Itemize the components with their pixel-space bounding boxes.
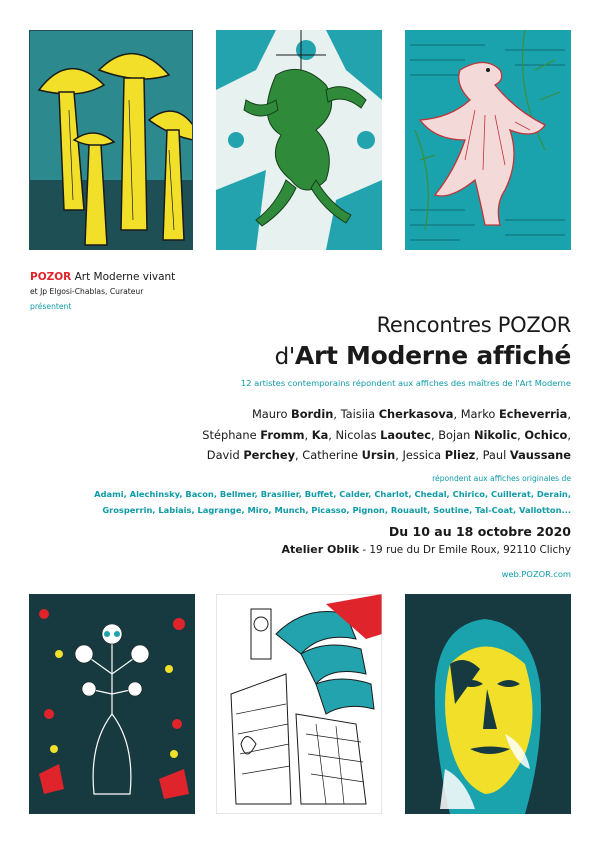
artwork-flower-vase xyxy=(29,594,195,814)
masters-line-1: Adami, Alechinsky, Bacon, Bellmer, Brasilier, Buffet, Calder, Charlot, Chedal, Chirico, Cuillerat, Derain, xyxy=(94,489,571,499)
artist-last: Cherkasova xyxy=(378,407,454,421)
artist-first: Bojan xyxy=(438,427,471,442)
title-line2 xyxy=(275,341,571,370)
artist-last: Pliez xyxy=(444,448,476,462)
artist-first: Mauro xyxy=(251,407,288,421)
artist-first: David xyxy=(206,448,240,462)
artist-first: Marko xyxy=(460,407,496,421)
title-prefix: d' xyxy=(274,344,295,370)
title-bold: Art Moderne affiché xyxy=(294,341,571,370)
artwork-mushrooms xyxy=(29,30,193,250)
artist-first: Paul xyxy=(482,448,507,462)
artist-last: Ursin xyxy=(361,448,396,462)
artist-last: Fromm xyxy=(260,427,305,442)
event-dates: Du 10 au 18 octobre 2020 xyxy=(388,524,571,539)
organizer-brand-suffix: Art Moderne vivant xyxy=(74,271,176,283)
artists-list xyxy=(202,404,571,466)
artist-first: Stéphane xyxy=(202,427,257,442)
venue-address: - 19 rue du Dr Emile Roux, 92110 Clichy xyxy=(359,544,571,556)
artist-first: Jessica xyxy=(402,448,442,462)
artist-last: Laoutec xyxy=(380,427,431,442)
artist-first: Taisiia xyxy=(340,407,376,421)
artist-last: Ka xyxy=(311,427,329,442)
tagline: 12 artistes contemporains répondent aux affiches des maîtres de l'Art Moderne xyxy=(240,378,571,388)
respond-intro: répondent aux affiches originales de xyxy=(432,474,571,483)
artists-row-3: David Perchey, Catherine Ursin, Jessica Pliez, Paul Vaussane xyxy=(206,448,571,462)
artist-first: Catherine xyxy=(302,448,358,462)
artist-last: Echeverria xyxy=(499,407,568,421)
artist-last: Vaussane xyxy=(509,448,571,462)
organizer-brand xyxy=(30,271,71,283)
brand-name: POZOR xyxy=(30,271,72,283)
website-link[interactable]: web.POZOR.com xyxy=(501,569,571,579)
event-venue xyxy=(281,543,571,556)
venue-name: Atelier Oblik xyxy=(281,543,360,556)
artist-first: Nicolas xyxy=(335,427,377,442)
artwork-portrait xyxy=(405,594,571,814)
artist-last: Bordin xyxy=(291,407,334,421)
artist-last: Ochico xyxy=(524,427,568,442)
organizer-curator: et Jp Elgosi-Chablas, Curateur xyxy=(30,287,144,296)
title-line1: Rencontres POZOR xyxy=(376,313,571,337)
artist-last: Perchey xyxy=(243,448,296,462)
artist-last: Nikolic xyxy=(474,427,518,442)
artists-row-1: Mauro Bordin, Taisiia Cherkasova, Marko Echeverria, xyxy=(251,407,571,421)
masters-line-2: Grosperrin, Labiais, Lagrange, Miro, Munch, Picasso, Pignon, Rouault, Soutine, Tal-Coat, Vallotton... xyxy=(102,504,571,515)
artists-row-2: Stéphane Fromm, Ka, Nicolas Laoutec, Bojan Nikolic, Ochico, xyxy=(202,427,571,442)
organizer-presents: présentent xyxy=(30,302,72,311)
artwork-dove xyxy=(405,30,571,250)
masters-list xyxy=(94,487,571,518)
artwork-architecture-collage xyxy=(216,594,382,814)
organizer-block xyxy=(30,270,175,314)
artwork-green-figure xyxy=(216,30,382,250)
